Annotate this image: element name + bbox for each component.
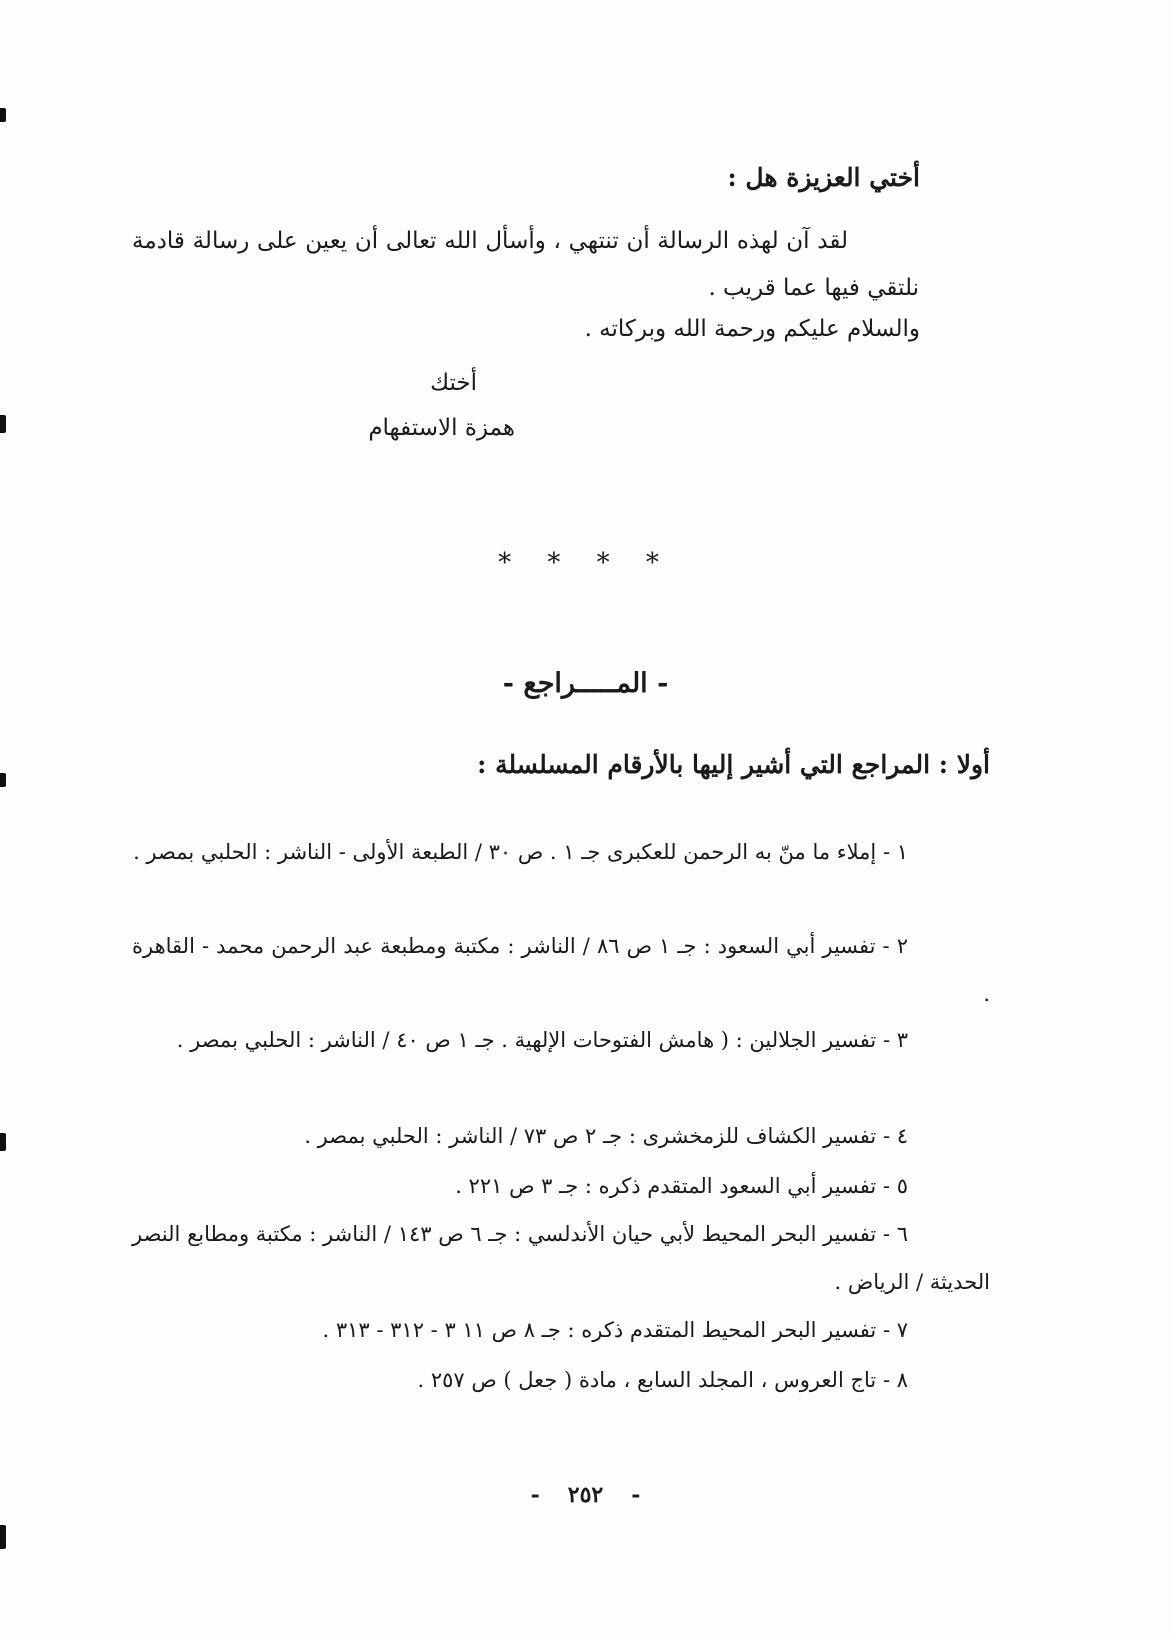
- references-subtitle: أولا : المراجع التي أشير إليها بالأرقام المسلسلة :: [477, 750, 990, 779]
- references-title: - المـــــراجع -: [502, 668, 669, 699]
- page-number-dash: -: [530, 1482, 540, 1508]
- reference-text: ٥ - تفسير أبي السعود المتقدم ذكره : جـ ٣ ص ٢٢١ .: [455, 1174, 908, 1198]
- reference-item: [132, 1112, 990, 1160]
- reference-item: [132, 1306, 990, 1354]
- reference-item: [132, 922, 990, 1018]
- signature-line-1: أختك: [430, 370, 477, 396]
- scan-edge-mark: [0, 415, 6, 433]
- signature-line-2: همزة الاستفهام: [368, 415, 515, 441]
- scan-edge-mark: [0, 1133, 6, 1151]
- reference-item: [132, 1210, 990, 1306]
- letter-greeting: أختي العزيزة هل :: [727, 163, 920, 192]
- reference-item: [132, 828, 990, 876]
- section-separator: * * * *: [498, 548, 673, 578]
- reference-item: [132, 1016, 990, 1064]
- reference-text: ٤ - تفسير الكشاف للزمخشرى : جـ ٢ ص ٧٣ / الناشر : الحلبي بمصر .: [304, 1124, 908, 1148]
- letter-paragraph: [132, 218, 919, 312]
- reference-text: ٦ - تفسير البحر المحيط لأبي حيان الأندلسي : جـ ٦ ص ١٤٣ / الناشر : مكتبة ومطابع النصر الحديثة / الرياض .: [132, 1222, 990, 1294]
- page-number: [0, 1482, 1171, 1508]
- page-number-dash: -: [631, 1482, 641, 1508]
- reference-text: ٧ - تفسير البحر المحيط المتقدم ذكره : جـ ٨ ص ١١ ٣ - ٣١٢ - ٣١٣ .: [322, 1318, 908, 1342]
- letter-paragraph-text: لقد آن لهذه الرسالة أن تنتهي ، وأسأل الله تعالى أن يعين على رسالة قادمة نلتقي فيها عما قريب .: [132, 228, 919, 301]
- reference-item: [132, 1356, 990, 1404]
- reference-text: ٢ - تفسير أبي السعود : جـ ١ ص ٨٦ / الناشر : مكتبة ومطبعة عبد الرحمن محمد - القاهرة .: [132, 934, 990, 1006]
- scan-edge-mark: [0, 108, 6, 122]
- reference-text: ٣ - تفسير الجلالين : ( هامش الفتوحات الإلهية . جـ ١ ص ٤٠ / الناشر : الحلبي بمصر .: [176, 1028, 908, 1052]
- page-number-value: ٢٥٢: [567, 1482, 604, 1508]
- scan-edge-mark: [0, 1525, 6, 1549]
- reference-text: ١ - إملاء ما منّ به الرحمن للعكبرى جـ ١ . ص ٣٠ / الطبعة الأولى - الناشر : الحلبي بمصر .: [133, 840, 908, 864]
- reference-item: [132, 1162, 990, 1210]
- reference-text: ٨ - تاج العروس ، المجلد السابع ، مادة ( جعل ) ص ٢٥٧ .: [417, 1368, 908, 1392]
- scan-edge-mark: [0, 773, 6, 787]
- letter-farewell: والسلام عليكم ورحمة الله وبركاته .: [584, 316, 920, 342]
